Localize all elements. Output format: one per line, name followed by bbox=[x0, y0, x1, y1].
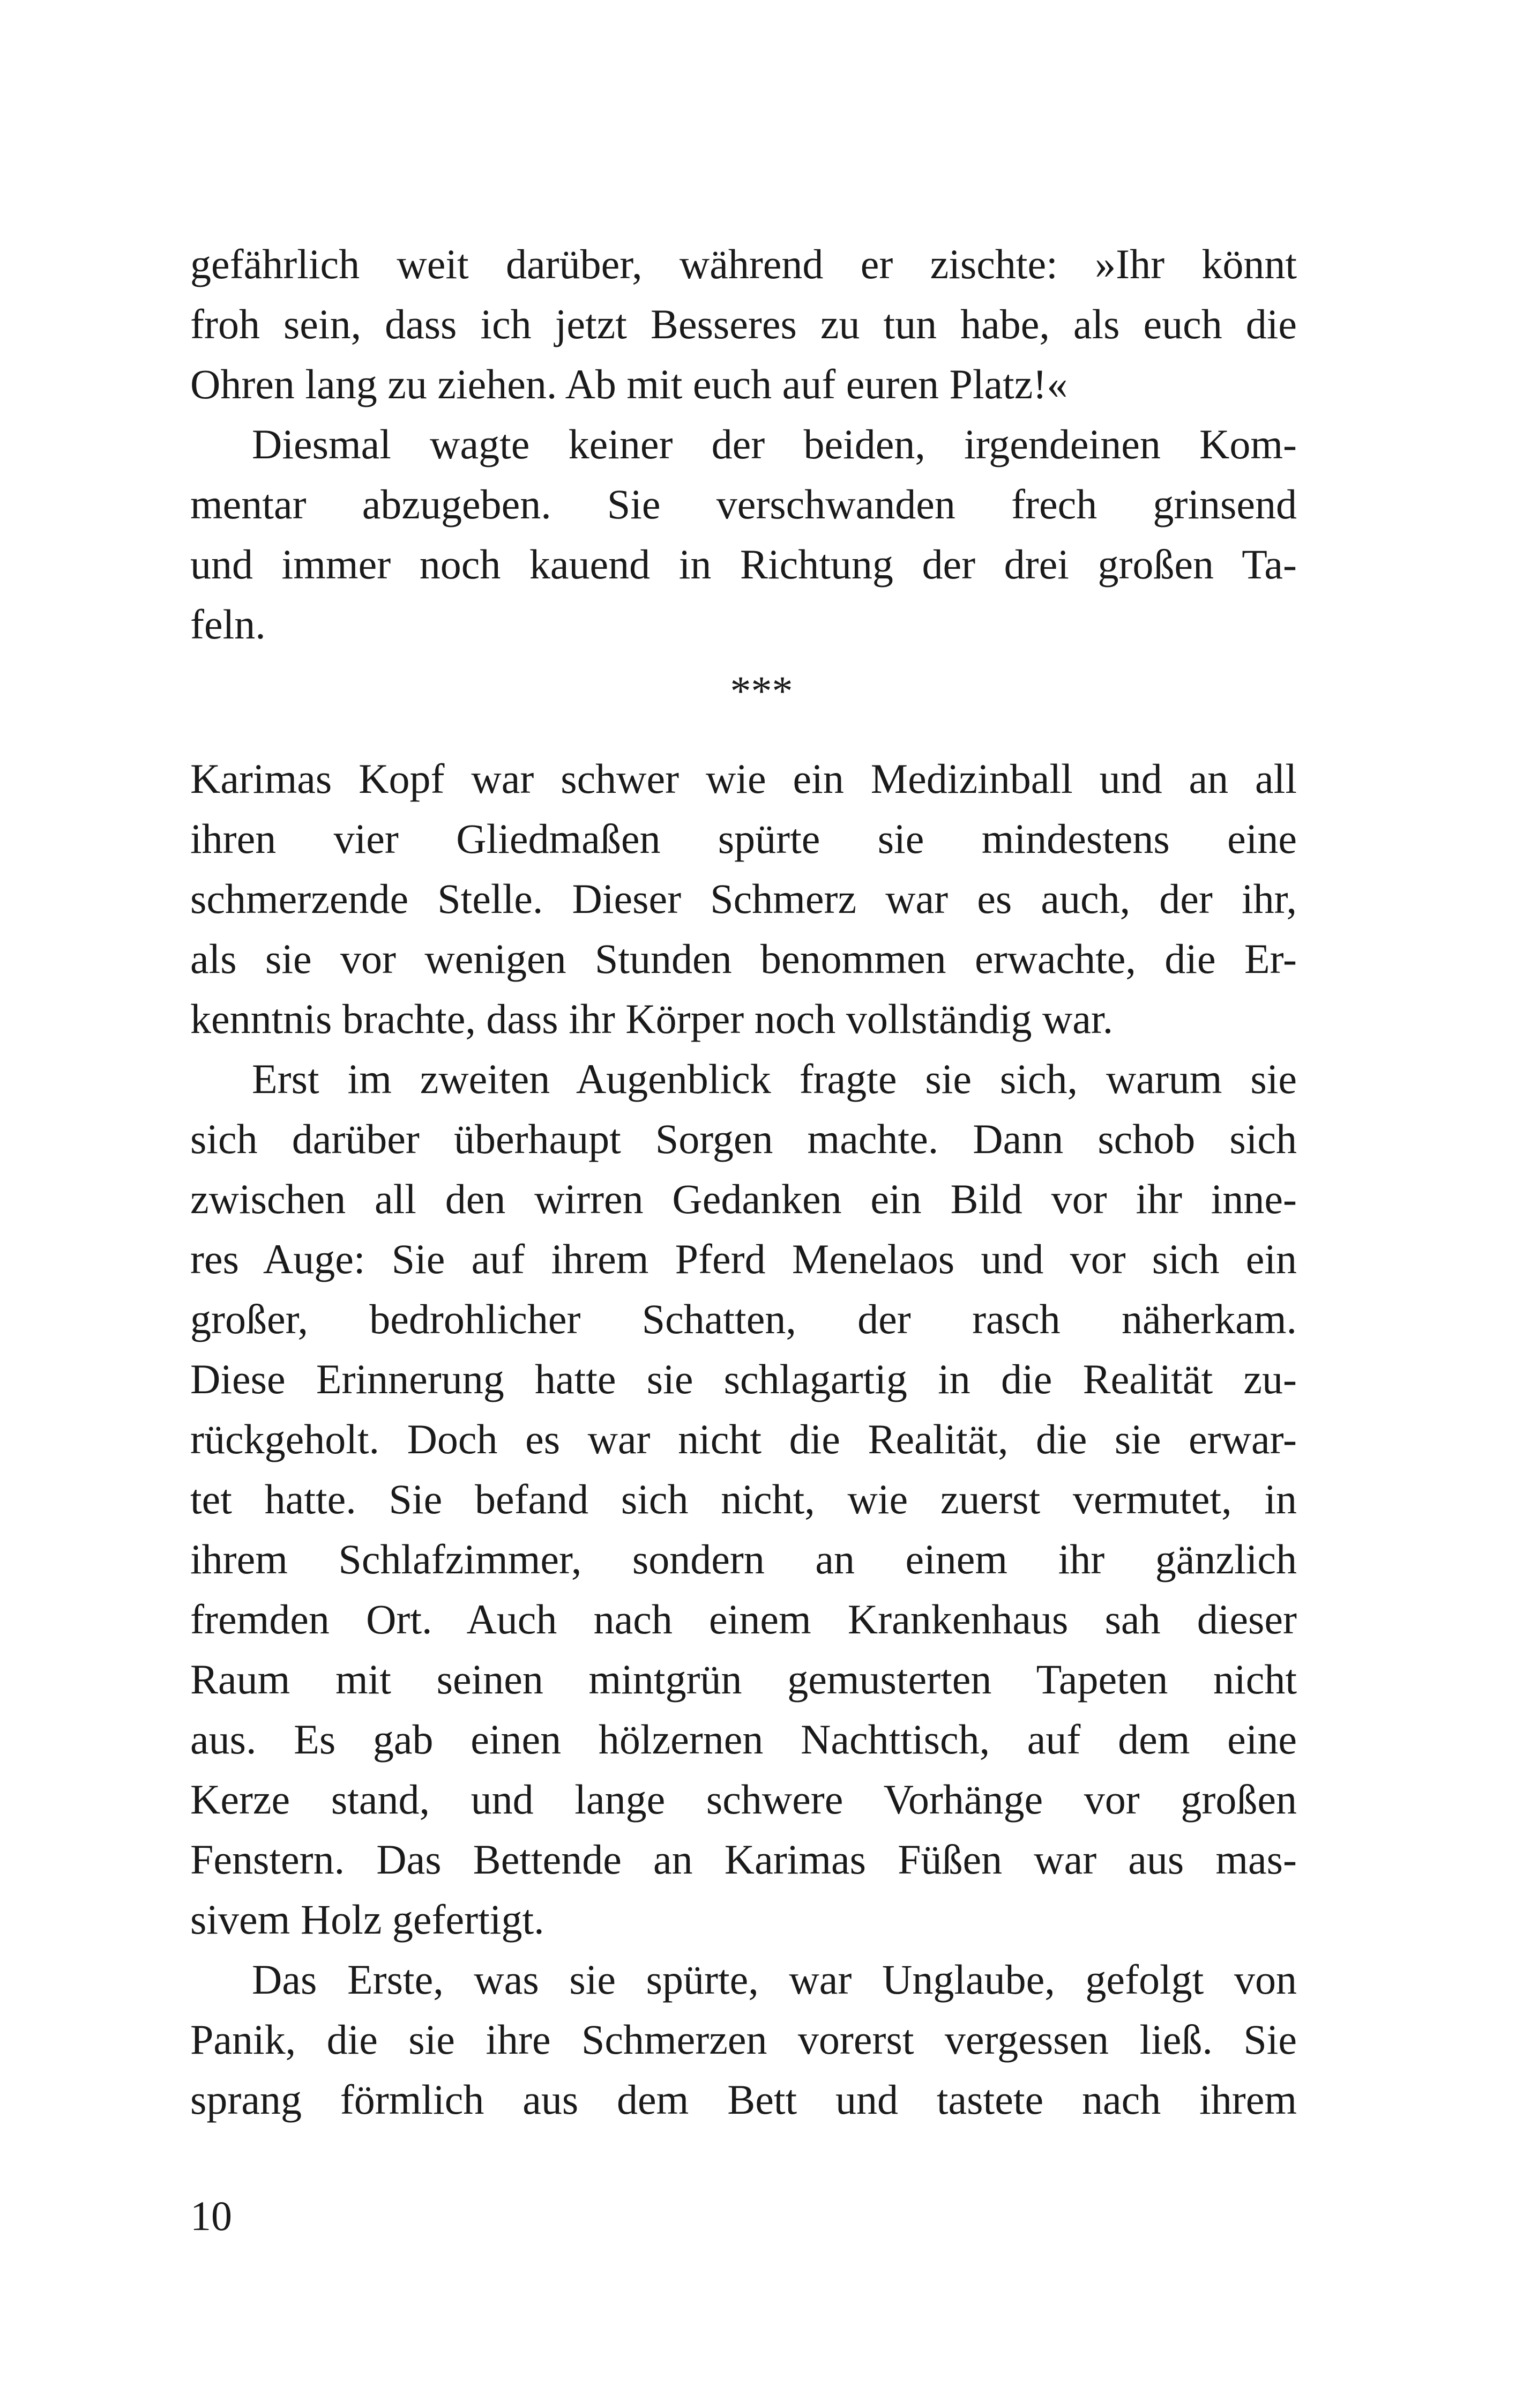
text-line: Ohren lang zu ziehen. Ab mit euch auf euren Platz!« bbox=[190, 361, 1068, 407]
text-line: Karimas Kopf war schwer wie ein Medizinball und an all bbox=[190, 755, 1297, 802]
text-line: Raum mit seinen mintgrün gemusterten Tapeten nicht bbox=[190, 1656, 1297, 1703]
text-line: res Auge: Sie auf ihrem Pferd Menelaos und vor sich ein bbox=[190, 1236, 1297, 1282]
text-line: als sie vor wenigen Stunden benommen erwachte, die Er- bbox=[190, 935, 1297, 982]
text-line: gefährlich weit darüber, während er zischte: »Ihr könnt bbox=[190, 241, 1297, 287]
text-line: Fenstern. Das Bettende an Karimas Füßen war aus mas- bbox=[190, 1836, 1297, 1883]
text-line: zwischen all den wirren Gedanken ein Bild vor ihr inne- bbox=[190, 1176, 1297, 1222]
text-line: Das Erste, was sie spürte, war Unglaube, gefolgt von bbox=[252, 1956, 1297, 2003]
text-line: Kerze stand, und lange schwere Vorhänge vor großen bbox=[190, 1776, 1297, 1823]
text-line: Diese Erinnerung hatte sie schlagartig in die Realität zu- bbox=[190, 1356, 1297, 1402]
text-line: kenntnis brachte, dass ihr Körper noch vollständig war. bbox=[190, 995, 1114, 1042]
text-line: Erst im zweiten Augenblick fragte sie sich, warum sie bbox=[252, 1056, 1297, 1102]
page-number: 10 bbox=[190, 2193, 232, 2239]
text-line: und immer noch kauend in Richtung der drei großen Ta- bbox=[190, 541, 1297, 588]
text-line: fremden Ort. Auch nach einem Krankenhaus sah dieser bbox=[190, 1596, 1297, 1643]
text-line: sivem Holz gefertigt. bbox=[190, 1896, 544, 1943]
section-separator: *** bbox=[730, 667, 793, 714]
text-line: ihren vier Gliedmaßen spürte sie mindestens eine bbox=[190, 815, 1297, 862]
text-line: Panik, die sie ihre Schmerzen vorerst vergessen ließ. Sie bbox=[190, 2016, 1297, 2063]
text-line: mentar abzugeben. Sie verschwanden frech grinsend bbox=[190, 481, 1297, 527]
text-line: ihrem Schlafzimmer, sondern an einem ihr gänzlich bbox=[190, 1536, 1297, 1582]
text-line: sich darüber überhaupt Sorgen machte. Dann schob sich bbox=[190, 1116, 1297, 1162]
text-line: feln. bbox=[190, 601, 266, 648]
text-line: tet hatte. Sie befand sich nicht, wie zuerst vermutet, in bbox=[190, 1476, 1297, 1522]
text-line: Diesmal wagte keiner der beiden, irgendeinen Kom- bbox=[252, 421, 1297, 467]
text-line: aus. Es gab einen hölzernen Nachttisch, auf dem eine bbox=[190, 1716, 1297, 1763]
text-line: sprang förmlich aus dem Bett und tastete nach ihrem bbox=[190, 2076, 1297, 2123]
text-line: großer, bedrohlicher Schatten, der rasch näherkam. bbox=[190, 1296, 1297, 1342]
text-line: rückgeholt. Doch es war nicht die Realität, die sie erwar- bbox=[190, 1416, 1297, 1462]
text-line: schmerzende Stelle. Dieser Schmerz war es auch, der ihr, bbox=[190, 875, 1297, 922]
text-line: froh sein, dass ich jetzt Besseres zu tun habe, als euch die bbox=[190, 301, 1297, 347]
